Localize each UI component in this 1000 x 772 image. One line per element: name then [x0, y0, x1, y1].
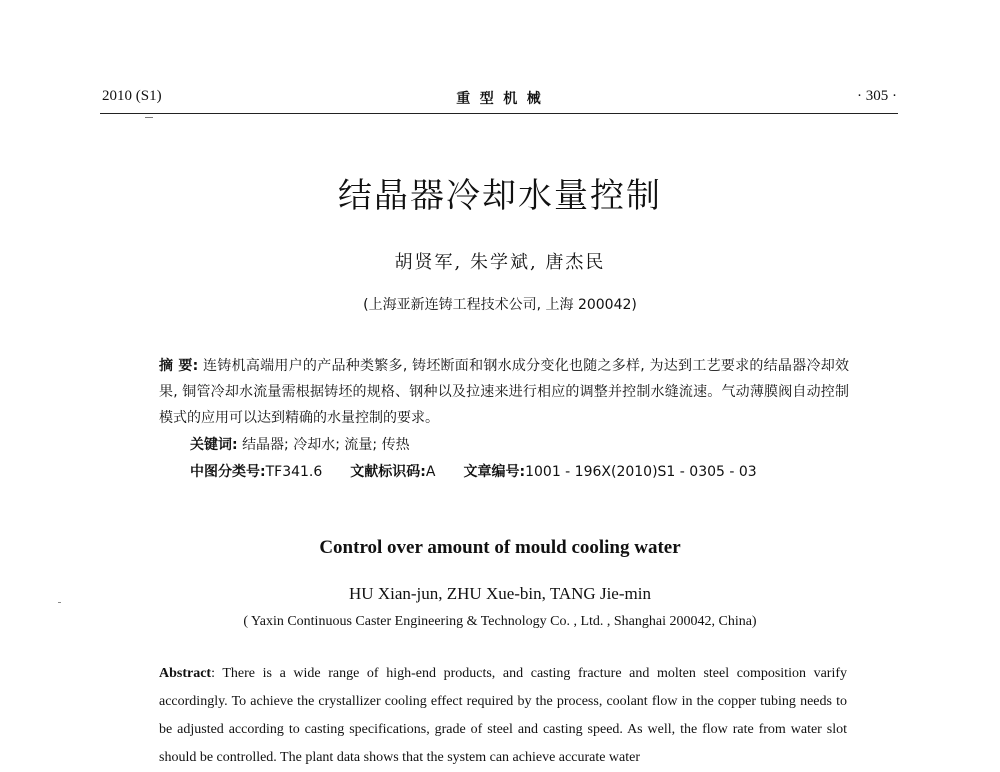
page-number: · 305 · [857, 88, 897, 104]
authors-en: HU Xian-jun, ZHU Xue-bin, TANG Jie-min [349, 584, 651, 603]
affiliation-en: ( Yaxin Continuous Caster Engineering & Technology Co. , Ltd. , Shanghai 200042, China) [243, 614, 757, 629]
article-no-label: 文章编号: [463, 464, 526, 480]
clc-label: 中图分类号: [190, 464, 266, 480]
classification-line [190, 461, 757, 481]
scan-mark [145, 117, 153, 118]
paper-title-en: Control over amount of mould cooling water [319, 537, 681, 558]
abstract-en-label: Abstract [159, 666, 212, 681]
header-rule [100, 113, 898, 114]
abstract-en-text: : There is a wide range of high-end products, and casting fracture and molten steel composition varify accordingly. To achieve the crystallizer cooling effect required by the process, coolant flow in the copper tubing needs to be adjusted according to casting specifications, grade of steel and casting speed. As well, the flow rate from water slot should be controlled. The plant data shows that the system can achieve accurate water [159, 666, 847, 765]
abstract-cn-text: 连铸机高端用户的产品种类繁多, 铸坯断面和钢水成分变化也随之多样, 为达到工艺要求的结晶器冷却效果, 铜管冷却水流量需根据铸坯的规格、钢种以及拉速来进行相应的调整并控制水缝流速。气动薄膜阀自动控制模式的应用可以达到精确的水量控制的要求。 [159, 358, 849, 426]
doc-code-value: A [425, 464, 436, 480]
keywords-cn [190, 434, 410, 454]
doc-code-label: 文献标识码: [350, 464, 426, 480]
journal-name: 重 型 机 械 [456, 92, 544, 107]
affiliation-cn: (上海亚新连铸工程技术公司, 上海 200042) [363, 297, 637, 313]
clc-value: TF341.6 [265, 464, 323, 480]
keywords-cn-text: 结晶器; 冷却水; 流量; 传热 [242, 437, 410, 453]
authors-cn: 胡贤军, 朱学斌, 唐杰民 [394, 252, 606, 273]
abstract-en [159, 660, 847, 772]
article-no-value: 1001 - 196X(2010)S1 - 0305 - 03 [525, 464, 757, 480]
paper-title-cn: 结晶器冷却水量控制 [338, 176, 662, 216]
keywords-cn-label: 关键词: [190, 437, 238, 453]
abstract-cn [159, 353, 849, 431]
journal-year-issue: 2010 (S1) [102, 88, 162, 104]
abstract-cn-label: 摘 要: [159, 358, 199, 374]
